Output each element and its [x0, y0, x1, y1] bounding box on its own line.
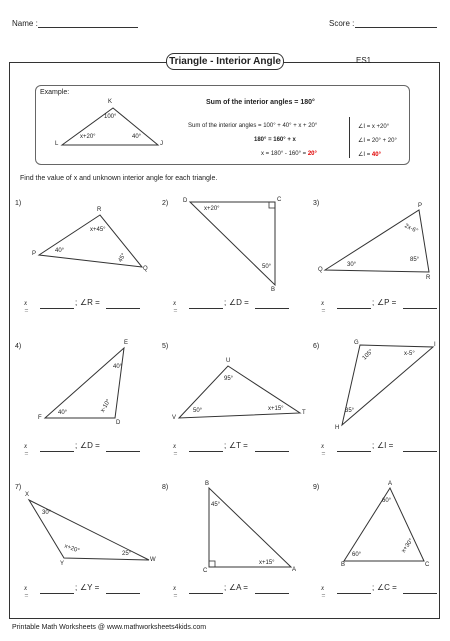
angle-answer-blank[interactable]: [255, 593, 289, 594]
name-label: Name :: [12, 19, 38, 28]
problem-3-vertex-r: R: [426, 275, 431, 281]
problem-7-angle-x: 30°: [42, 510, 52, 516]
problem-7-angle-y: x+20°: [63, 543, 81, 555]
angle-answer-blank[interactable]: [403, 451, 437, 452]
problem-1-number: 1): [15, 200, 22, 207]
x-answer-label: x =: [321, 584, 326, 600]
problem-6-angle-i: x-5°: [404, 351, 415, 357]
x-answer-label: x =: [321, 299, 326, 315]
problem-4-angle-d: x-10°: [99, 398, 113, 414]
problem-6-angle-h: 35°: [345, 408, 355, 414]
problem-1-angle-p: 40°: [55, 248, 65, 254]
problem-7-vertex-y: Y: [60, 561, 65, 567]
example-answer-angle: 40°: [371, 152, 381, 158]
example-angle-l: x+20°: [80, 134, 96, 140]
problem-8-angle-b: 45°: [211, 502, 221, 508]
example-angle-k: 100°: [104, 114, 117, 120]
problem-2-angle-d: x+20°: [204, 206, 220, 212]
problem-9-vertex-a: A: [388, 481, 393, 487]
angle-answer-blank[interactable]: [403, 593, 437, 594]
problem-2-vertex-c: C: [277, 197, 282, 203]
problem-4-vertex-e: E: [124, 340, 129, 346]
angle-answer-label: ∠Y =: [80, 583, 100, 592]
angle-answer-blank[interactable]: [255, 451, 289, 452]
score-label: Score :: [329, 19, 355, 28]
separator: ;: [75, 441, 78, 450]
problem-8-angle-a: x+15°: [259, 560, 275, 566]
problem-9-vertex-b: B: [341, 562, 346, 568]
problem-5-vertex-u: U: [226, 358, 231, 364]
x-answer-blank[interactable]: [40, 308, 74, 309]
problem-9-angle-c: x+30°: [400, 537, 415, 555]
problem-4-vertex-d: D: [116, 420, 121, 426]
problem-5-number: 5): [162, 343, 169, 350]
x-answer-blank[interactable]: [337, 308, 371, 309]
angle-answer-label: ∠A =: [229, 583, 248, 592]
example-line-3: x = 180° - 160° =: [261, 151, 308, 157]
angle-answer-label: ∠D =: [229, 298, 249, 307]
angle-answer-label: ∠T =: [229, 441, 248, 450]
separator: ;: [372, 298, 375, 307]
example-vertex-j: J: [160, 141, 163, 147]
problem-9-angle-a: 60°: [382, 498, 392, 504]
problem-7-number: 7): [15, 484, 22, 491]
problem-5-angle-u: 95°: [224, 376, 234, 382]
angle-answer-label: ∠I =: [377, 441, 394, 450]
problem-3-angle-p: 2x-6°: [403, 223, 419, 235]
x-answer-label: x =: [173, 299, 178, 315]
separator: ;: [372, 441, 375, 450]
x-answer-blank[interactable]: [337, 451, 371, 452]
problem-9-angle-b: 60°: [352, 552, 362, 558]
angle-answer-blank[interactable]: [106, 308, 140, 309]
separator: ;: [224, 583, 227, 592]
problem-4-angle-e: 40°: [113, 364, 123, 370]
x-answer-blank[interactable]: [189, 451, 223, 452]
x-answer-blank[interactable]: [40, 451, 74, 452]
problem-7-angle-w: 25°: [122, 551, 132, 557]
problem-3-angle-r: 85°: [410, 257, 420, 263]
example-line-1: Sum of the interior angles = 100° + 40° + x + 20°: [188, 123, 318, 129]
problem-1-vertex-q: Q: [143, 266, 148, 272]
x-answer-blank[interactable]: [40, 593, 74, 594]
x-answer-label: x =: [24, 299, 29, 315]
instruction-text: Find the value of x and unknown interior angle for each triangle.: [20, 175, 218, 182]
problem-2-number: 2): [162, 200, 169, 207]
angle-answer-blank[interactable]: [255, 308, 289, 309]
example-angle-step-2: ∠I = 20° + 20°: [358, 138, 397, 144]
x-answer-label: x =: [173, 584, 178, 600]
problem-8-vertex-b: B: [205, 481, 210, 487]
x-answer-label: x =: [24, 442, 29, 458]
example-answer-x: 20°: [307, 151, 317, 157]
problem-5-angle-v: 50°: [193, 408, 203, 414]
separator: ;: [224, 298, 227, 307]
problem-8-vertex-c: C: [203, 568, 208, 574]
example-heading: Sum of the interior angles = 180°: [206, 99, 315, 106]
problem-6-angle-g: 105°: [361, 348, 375, 362]
problem-3-angle-q: 30°: [347, 262, 357, 268]
worksheet-title: Triangle - Interior Angle: [166, 53, 284, 70]
problem-6-vertex-g: G: [354, 340, 359, 346]
x-answer-label: x =: [321, 442, 326, 458]
problem-1-angle-r: x+45°: [90, 227, 106, 233]
angle-answer-label: ∠R =: [80, 298, 100, 307]
separator: ;: [224, 441, 227, 450]
example-angle-step-1: ∠I = x +20°: [358, 124, 390, 130]
example-label: Example:: [40, 89, 70, 96]
problem-5-vertex-t: T: [302, 410, 306, 416]
problem-6-vertex-h: H: [335, 425, 340, 431]
x-answer-blank[interactable]: [337, 593, 371, 594]
problem-2-vertex-d: D: [183, 198, 188, 204]
x-answer-label: x =: [173, 442, 178, 458]
example-angle-j: 40°: [132, 134, 142, 140]
angle-answer-label: ∠C =: [377, 583, 397, 592]
example-vertex-l: L: [55, 141, 59, 147]
x-answer-label: x =: [24, 584, 29, 600]
problem-8-vertex-a: A: [292, 567, 297, 573]
problem-7-vertex-x: X: [25, 492, 30, 498]
angle-answer-blank[interactable]: [403, 308, 437, 309]
problem-5-vertex-v: V: [172, 415, 177, 421]
x-answer-blank[interactable]: [189, 308, 223, 309]
example-vertex-k: K: [108, 99, 113, 105]
worksheet-code: ES1: [356, 56, 372, 65]
angle-answer-blank[interactable]: [106, 593, 140, 594]
x-answer-blank[interactable]: [189, 593, 223, 594]
footer-brand: Printable Math Worksheets @ www.mathworksheets4kids.com: [12, 624, 207, 631]
separator: ;: [75, 298, 78, 307]
problem-4-angle-f: 40°: [58, 410, 68, 416]
problem-3-vertex-q: Q: [318, 267, 323, 273]
problem-6-vertex-i: I: [434, 342, 436, 348]
problem-3-vertex-p: P: [418, 203, 423, 209]
separator: ;: [75, 583, 78, 592]
problem-5-angle-t: x+15°: [268, 406, 284, 412]
problem-1-angle-q: 45°: [117, 252, 128, 264]
problem-2-angle-b: 50°: [262, 264, 272, 270]
example-angle-step-3: ∠I =: [358, 152, 372, 158]
angle-answer-label: ∠P =: [377, 298, 397, 307]
problem-7-vertex-w: W: [150, 557, 156, 563]
example-line-2: 180° = 160° + x: [254, 137, 296, 143]
problem-3-number: 3): [313, 200, 320, 207]
problem-1-vertex-p: P: [32, 251, 37, 257]
problem-4-vertex-f: F: [38, 415, 42, 421]
problem-1-vertex-r: R: [97, 207, 102, 213]
problem-2-vertex-b: B: [271, 287, 276, 293]
problem-9-number: 9): [313, 484, 320, 491]
angle-answer-blank[interactable]: [106, 451, 140, 452]
problem-8-number: 8): [162, 484, 169, 491]
angle-answer-label: ∠D =: [80, 441, 100, 450]
problem-9-vertex-c: C: [425, 562, 430, 568]
separator: ;: [372, 583, 375, 592]
problem-4-number: 4): [15, 343, 22, 350]
problem-6-number: 6): [313, 343, 320, 350]
